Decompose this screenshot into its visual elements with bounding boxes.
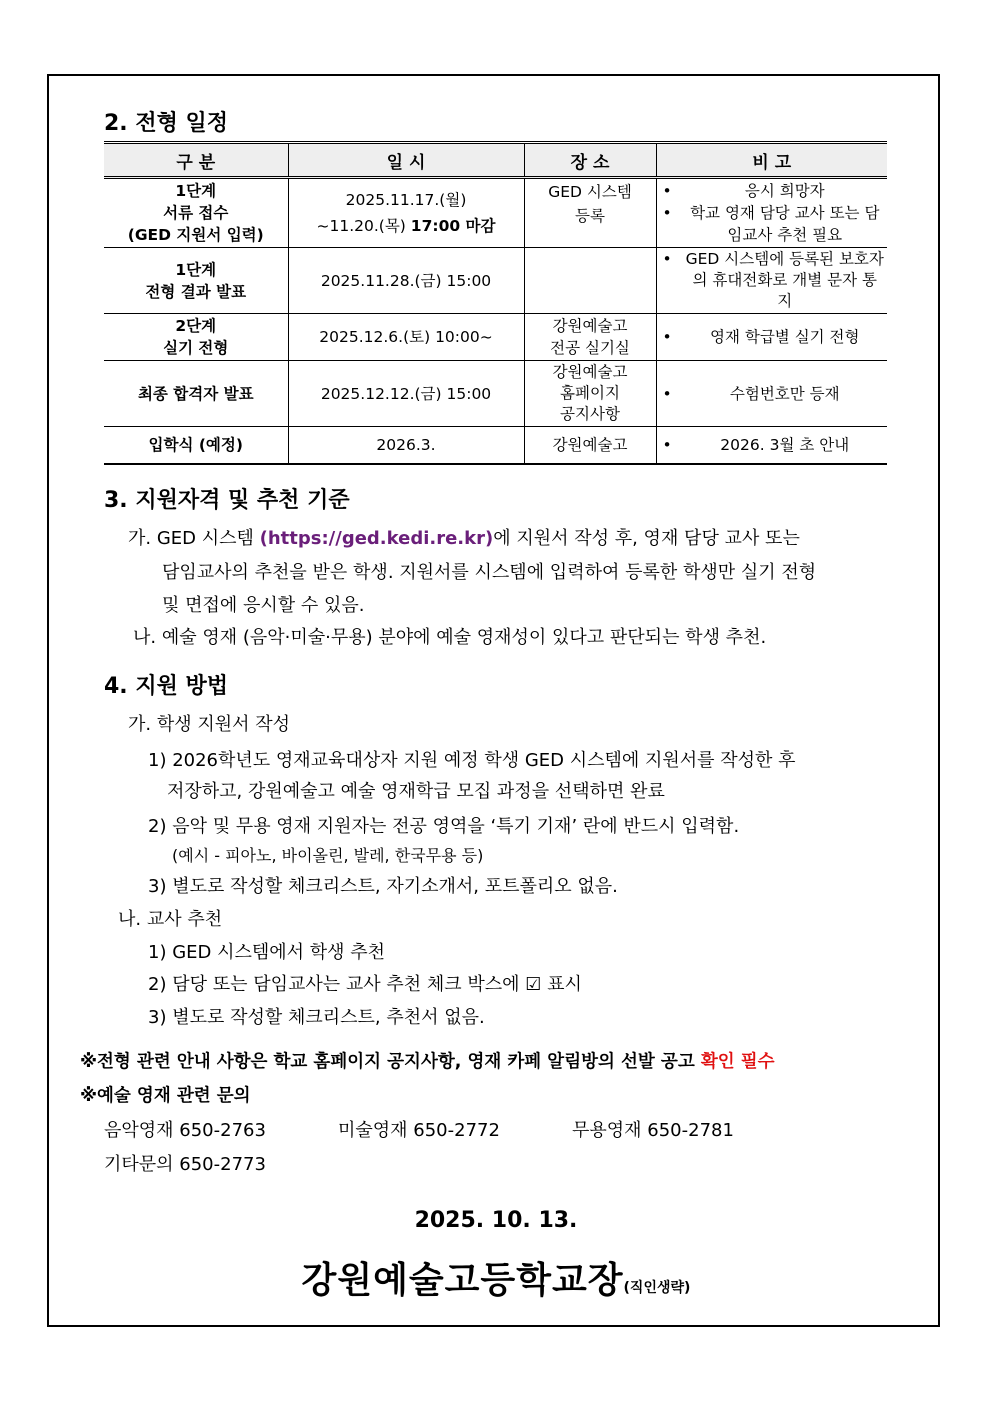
date-line: ~11.20.(목) [316,217,406,235]
place-line: 공지사항 [560,405,620,423]
table-row [104,361,887,427]
note-cell [656,314,887,361]
note-item: • 응시 희망자 [660,180,885,202]
stage-cell: 입학식 (예정) [104,427,288,464]
date-cell: 2025.11.28.(금) 15:00 [288,248,524,314]
contact-art: 미술영재 650-2772 [338,1120,500,1141]
eligibility-item-a-line2: 담임교사의 추천을 받은 학생. 지원서를 시스템에 입력하여 등록한 학생만 실기 전형 [162,562,817,583]
place-cell: 강원예술고 [524,427,656,464]
note-cell [656,361,887,427]
note-item: • 학교 영재 담당 교사 또는 담임교사 추천 필요 [660,202,885,246]
notice-text: ※전형 관련 안내 사항은 학교 홈페이지 공지사항, 영재 카페 알림방의 선발 공고 [80,1052,701,1072]
stage-cell: 최종 합격자 발표 [104,361,288,427]
contact-other: 기타문의 650-2773 [104,1154,266,1175]
note-item: • GED 시스템에 등록된 보호자의 휴대전화로 개별 문자 통지 [660,249,885,312]
place-cell [524,361,656,427]
column-header-note: 비 고 [656,143,887,178]
contact-music: 음악영재 650-2763 [104,1120,266,1141]
stage-cell [104,314,288,361]
note-item: • 2026. 3월 초 안내 [660,434,885,456]
stage-line: 2단계 [175,317,217,335]
stage-cell [104,178,288,248]
eligibility-text: 에 지원서 작성 후, 영재 담당 교사 또는 [493,528,800,549]
deadline-label: 17:00 마감 [410,217,496,235]
student-step-2-example: (예시 - 피아노, 바이올린, 발레, 한국무용 등) [172,846,484,865]
place-cell [524,314,656,361]
issue-date: 2025. 10. 13. [414,1208,578,1233]
note-cell [656,178,887,248]
date-cell: 2025.12.12.(금) 15:00 [288,361,524,427]
student-application-title: 가. 학생 지원서 작성 [128,714,290,735]
section-3-title: 3. 지원자격 및 추천 기준 [104,488,350,513]
stage-line: 서류 접수 [163,204,229,222]
place-line: 강원예술고 [552,317,628,335]
eligibility-text: 가. GED 시스템 [128,528,260,549]
seal-omitted-note: (직인생략) [623,1280,691,1296]
table-row [104,178,887,248]
student-step-2: 2) 음악 및 무용 영재 지원자는 전공 영역을 ‘특기 기재’ 란에 반드시 입력함. [148,816,740,837]
notice-emphasis: 확인 필수 [700,1052,775,1072]
table-row [104,314,887,361]
place-line: 홈페이지 [560,384,620,402]
note-cell [656,427,887,464]
column-header-place: 장 소 [524,143,656,178]
signature-block [0,1252,992,1303]
note-cell [656,248,887,314]
stage-line: 전형 결과 발표 [145,282,247,301]
stage-line: (GED 지원서 입력) [127,226,264,244]
student-step-3: 3) 별도로 작성할 체크리스트, 자기소개서, 포트폴리오 없음. [148,876,618,897]
ged-link[interactable]: (https://ged.kedi.re.kr) [259,528,494,549]
teacher-step-2: 2) 담당 또는 담임교사는 교사 추천 체크 박스에 ☑ 표시 [148,974,582,995]
column-header-category: 구 분 [104,143,288,178]
schedule-table [104,141,887,465]
section-4-title: 4. 지원 방법 [104,674,228,699]
teacher-step-1: 1) GED 시스템에서 학생 추천 [148,942,386,963]
principal-name: 강원예술고등학교장 [301,1260,624,1301]
note-item: • 수험번호만 등재 [660,383,885,405]
place-line: 강원예술고 [552,363,628,381]
date-cell: 2026.3. [288,427,524,464]
section-2-title: 2. 전형 일정 [104,111,228,136]
place-cell [524,178,656,248]
notice-line-1 [80,1048,775,1073]
table-header-row [104,143,887,178]
column-header-datetime: 일 시 [288,143,524,178]
table-row [104,427,887,464]
note-item: • 영재 학급별 실기 전형 [660,326,885,348]
table-row [104,248,887,314]
teacher-recommendation-title: 나. 교사 추천 [118,909,223,930]
stage-cell [104,248,288,314]
date-cell [288,178,524,248]
place-cell [524,248,656,314]
student-step-1: 1) 2026학년도 영재교육대상자 지원 예정 학생 GED 시스템에 지원서를 작성한 후 [148,750,796,771]
eligibility-item-a [128,524,800,550]
place-line: 등록 [575,207,605,225]
date-cell: 2025.12.6.(토) 10:00~ [288,314,524,361]
eligibility-item-b: 나. 예술 영재 (음악·미술·무용) 분야에 예술 영재성이 있다고 판단되는 학생 추천. [133,627,767,648]
stage-line: 1단계 [175,260,217,279]
stage-line: 실기 전형 [163,339,229,357]
eligibility-item-a-line3: 및 면접에 응시할 수 있음. [162,595,365,616]
stage-line: 1단계 [175,182,217,200]
notice-line-2: ※예술 영재 관련 문의 [80,1086,251,1106]
date-line: 2025.11.17.(월) [345,191,467,209]
student-step-1-line2: 저장하고, 강원예술고 예술 영재학급 모집 과정을 선택하면 완료 [167,781,665,802]
contact-dance: 무용영재 650-2781 [572,1120,734,1141]
place-line: 전공 실기실 [550,339,630,357]
teacher-step-3: 3) 별도로 작성할 체크리스트, 추천서 없음. [148,1007,485,1028]
place-line: GED 시스템 [548,183,632,201]
